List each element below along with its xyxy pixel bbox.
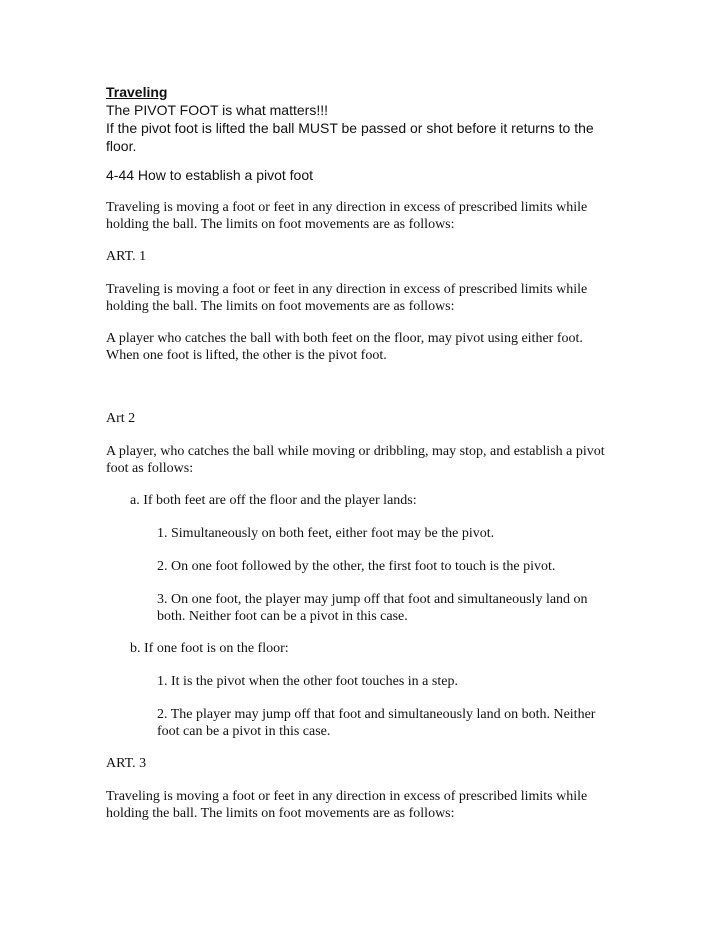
art1-paragraph: Traveling is moving a foot or feet in any direction in excess of prescribed limits while holding the ball. The limits on foot movements are as follows: [106,282,588,314]
list-item: 1. Simultaneously on both feet, either foot may be the pivot. [157,526,495,541]
list-item: 1. It is the pivot when the other foot touches in a step. [157,674,458,689]
pivot-foot-rule: If the pivot foot is lifted the ball MUST be passed or shot before it returns to the floor. [106,120,594,154]
art1-heading: ART. 1 [106,249,147,264]
art2-paragraph: A player, who catches the ball while moving or dribbling, may stop, and establish a pivot foot as follows: [106,444,605,476]
art2-sub-a-label: a. If both feet are off the floor and the player lands: [130,493,417,508]
art3-paragraph: Traveling is moving a foot or feet in any direction in excess of prescribed limits while holding the ball. The limits on foot movements are as follows: [106,789,588,821]
pivot-foot-emphasis: The PIVOT FOOT is what matters!!! [106,102,328,118]
intro-paragraph: Traveling is moving a foot or feet in any direction in excess of prescribed limits while holding the ball. The limits on foot movements are as follows: [106,200,588,232]
art2-sub-b-label: b. If one foot is on the floor: [130,641,289,656]
section-heading: 4-44 How to establish a pivot foot [106,167,314,183]
list-item: 2. The player may jump off that foot and simultaneously land on both. Neither foot can be a pivot in this case. [157,707,596,739]
document-title: Traveling [106,84,168,100]
art1-pivot-paragraph: A player who catches the ball with both feet on the floor, may pivot using either foot. When one foot is lifted, the other is the pivot foot. [106,331,583,363]
art2-heading: Art 2 [106,411,136,426]
art3-heading: ART. 3 [106,756,147,771]
list-item: 2. On one foot followed by the other, the first foot to touch is the pivot. [157,559,556,574]
list-item: 3. On one foot, the player may jump off that foot and simultaneously land on both. Neither foot can be a pivot in this case. [157,592,588,624]
